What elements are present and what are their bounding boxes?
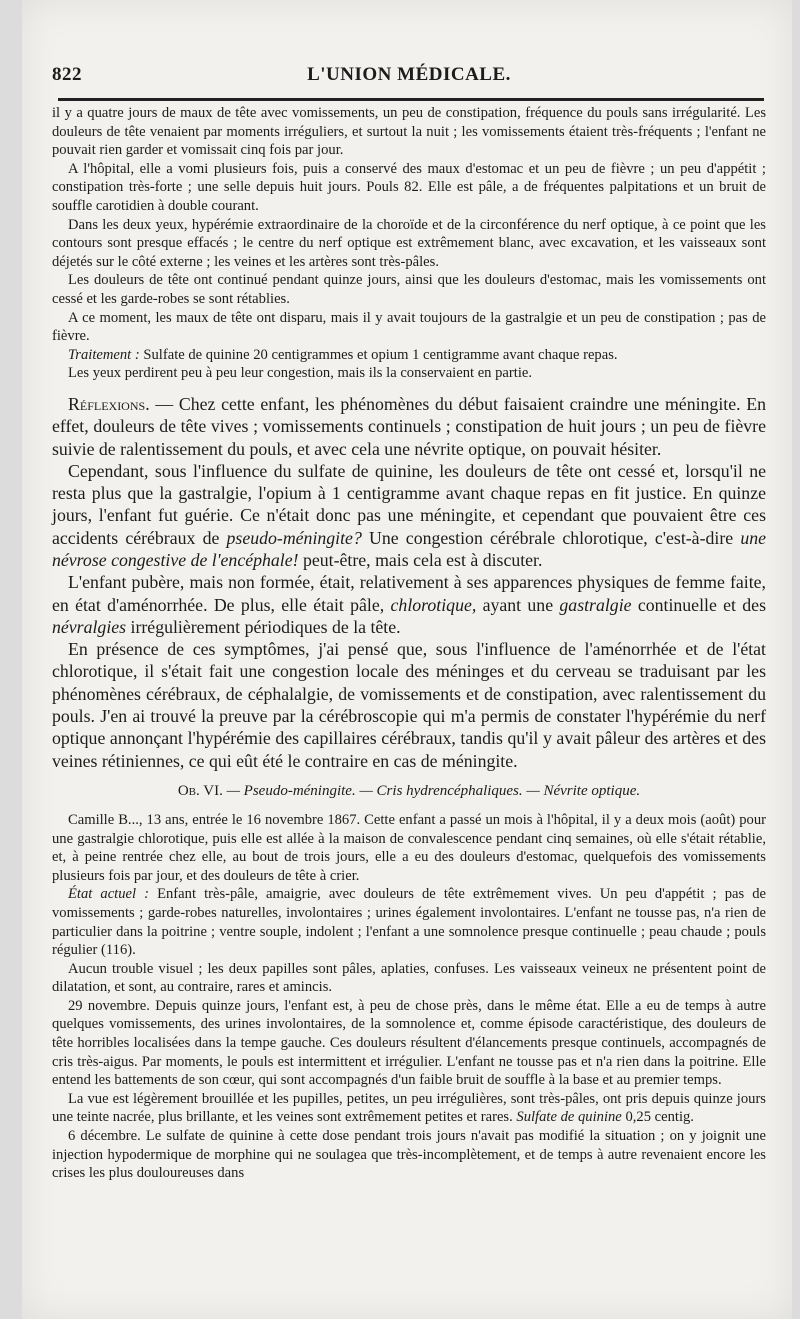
text-run: Enfant très-pâle, amaigrie, avec douleurs de tête extrêmement vives. Un peu d'appétit ; pas de vomissements ; garde-robes naturelles, involontaires ; urines également involontaires. L'enfant ne tousse pas, n'a rien de particulier dans la poitrine ; ventre souple, indolent ; l'enfant a une somnolence presque continuelle ; peau chaude ; pouls régulier (116).	[52, 886, 767, 959]
etat-actuel-label: État actuel :	[68, 886, 150, 903]
observation-heading	[52, 782, 766, 801]
page-header	[52, 64, 766, 90]
paragraph: Camille B..., 13 ans, entrée le 16 novembre 1867. Cette enfant a passé un mois à l'hôpital, il y a deux mois (août) pour une gastralgie chlorotique, puis elle est allée à la maison de convalescence pendant cinq semaines, où elle s'était rétablie, et, à peine rentrée chez elle, au bout de trois jours, elle a eu des douleurs d'estomac, quelquefois des vomissements plusieurs fois par jour, et des douleurs de tête à crier.	[52, 811, 766, 884]
journal-title: L'UNION MÉDICALE.	[307, 64, 511, 85]
reflexions-section	[52, 393, 766, 772]
text-run: ayant une	[476, 594, 560, 615]
paragraph	[52, 1090, 766, 1127]
page-number: 822	[52, 64, 82, 85]
paragraph: 6 décembre. Le sulfate de quinine à cette dose pendant trois jours n'avait pas modifié la situation ; on y joignit une injection hypodermique de morphine qui ne soulagea que très-incomplètement, et de temps à autre revenaient encore les crises les plus douloureuses dans	[52, 1128, 766, 1182]
text-run: continuelle et des	[631, 594, 766, 615]
paragraph: Dans les deux yeux, hypérémie extraordinaire de la choroïde et de la circonférence du nerf optique, à ce point que les contours sont presque effacés ; le centre du nerf optique est extrêmement blanc, avec excavation, et les vaisseaux sont déjetés sur le côté externe ; les veines et les artères sont très-pâles.	[52, 216, 766, 270]
text-run: La vue est légèrement brouillée et les pupilles, petites, un peu irrégulières, sont très-pâles, ont pris depuis quinze jours une teinte nacrée, plus brillante, et les veines sont extrêmement petites et rares.	[52, 1090, 766, 1126]
text-run: Cependant, sous l'influence du sulfate de quinine, les douleurs de tête ont cessé et, lorsqu'il ne resta plus que la gastralgie, l'opium à 1 centigramme avant chaque repas en fit justice. En quinze jours, l'enfant fut guérie. Ce n'était donc pas une méningite, et cependant que pouvaient être ces accidents cérébraux de	[52, 460, 766, 548]
italic-run: pseudo-méningite?	[226, 527, 362, 548]
text-run: Une congestion cérébrale chlorotique, c'est-à-dire	[361, 527, 741, 548]
page	[22, 0, 792, 1319]
observation-title: — Pseudo-méningite. — Cris hydrencéphaliques. — Névrite optique.	[222, 782, 641, 799]
italic-run: Sulfate de quinine	[516, 1109, 622, 1126]
observation-body	[52, 811, 766, 1183]
treatment-text: Sulfate de quinine 20 centigrammes et opium 1 centigramme avant chaque repas.	[139, 346, 618, 363]
paragraph	[52, 571, 766, 638]
treatment-paragraph	[52, 346, 766, 365]
text-run: peut-être, mais cela est à discuter.	[298, 549, 543, 570]
text-column	[52, 104, 766, 1183]
paragraph: A l'hôpital, elle a vomi plusieurs fois, puis a conservé des maux d'estomac et un peu de fièvre ; un peu d'appétit ; constipation très-forte ; une selle depuis huit jours. Pouls 82. Elle est pâle, a de fréquentes palpitations et un bruit de souffle carotidien à double courant.	[52, 160, 766, 214]
paragraph: Aucun trouble visuel ; les deux papilles sont pâles, aplaties, confuses. Les vaisseaux veineux ne présentent point de dilatation, et sont, au contraire, rares et amincis.	[52, 960, 766, 996]
italic-run: une névrose congestive de l'encéphale!	[52, 527, 766, 570]
paragraph	[52, 885, 766, 959]
paragraph: il y a quatre jours de maux de tête avec vomissements, un peu de constipation, fréquence du pouls sans irrégularité. Les douleurs de tête venaient par moments irréguliers, et surtout la nuit ; les vomissements étaient très-fréquents ; l'enfant ne pouvait rien garder et vomissait cinq fois par jour.	[52, 105, 766, 159]
case-continuation	[52, 104, 766, 383]
header-rule	[58, 98, 764, 101]
italic-run: névralgies	[52, 616, 127, 637]
paragraph: En présence de ces symptômes, j'ai pensé que, sous l'influence de l'aménorrhée et de l'état chlorotique, il s'était fait une congestion locale des méninges et du cerveau se traduisant par les phénomènes cérébraux, de céphalalgie, de vomissements et de constipation, avec ralentissement du pouls. J'en ai trouvé la preuve par la cérébroscopie qui m'a permis de constater l'hypérémie du nerf optique annonçant l'hypérémie des capillaires cérébraux, tandis qu'il y avait pâleur des artères et des veines rétiniennes, ce qui eût été le contraire en cas de méningite.	[52, 639, 766, 771]
paragraph: Les yeux perdirent peu à peu leur congestion, mais ils la conservaient en partie.	[68, 365, 532, 382]
text-run: L'enfant pubère, mais non formée, était, relativement à ses apparences physiques de femme faite, en état d'aménorrhée. De plus, elle était pâle,	[52, 572, 766, 615]
italic-run: gastralgie	[559, 594, 632, 615]
reflexions-text: — Chez cette enfant, les phénomènes du début faisaient craindre une méningite. En effet, douleurs de tête vives ; vomissements continuels ; constipation de huit jours ; un peu de fièvre suivie de ralentissement du pouls, et avec cela une névrite optique, on pouvait hésiter.	[52, 393, 766, 459]
observation-label: Ob. VI.	[177, 782, 223, 799]
text-run: irrégulièrement périodiques de la tête.	[126, 616, 401, 637]
paragraph	[52, 460, 766, 571]
reflexions-label: Réflexions.	[68, 393, 150, 414]
italic-run: chlorotique,	[390, 594, 477, 615]
treatment-label: Traitement :	[68, 346, 140, 363]
paragraph: 29 novembre. Depuis quinze jours, l'enfant est, à peu de chose près, dans le même état. Elle a eu de temps à autre quelques vomissements, des urines involontaires, de la somnolence et, comme épisode caractéristique, des douleurs de tête horribles localisées dans la tempe gauche. Ces douleurs résultent d'élancements presque continuels, accompagnés de cris très-aigus. Par moments, le pouls est intermittent et irrégulier. L'enfant ne tousse pas et n'a rien dans la poitrine. Elle entend les battements de son cœur, qui sont accompagnés d'un faible bruit de souffle à la base et au premier temps.	[52, 997, 766, 1089]
paragraph: Les douleurs de tête ont continué pendant quinze jours, ainsi que les douleurs d'estomac, mais les vomissements ont cessé et les garde-robes se sont rétablies.	[52, 272, 766, 307]
reflexions-paragraph	[52, 393, 766, 460]
text-run: 0,25 centig.	[621, 1109, 694, 1126]
paragraph: A ce moment, les maux de tête ont disparu, mais il y avait toujours de la gastralgie et un peu de constipation ; pas de fièvre.	[52, 309, 766, 345]
